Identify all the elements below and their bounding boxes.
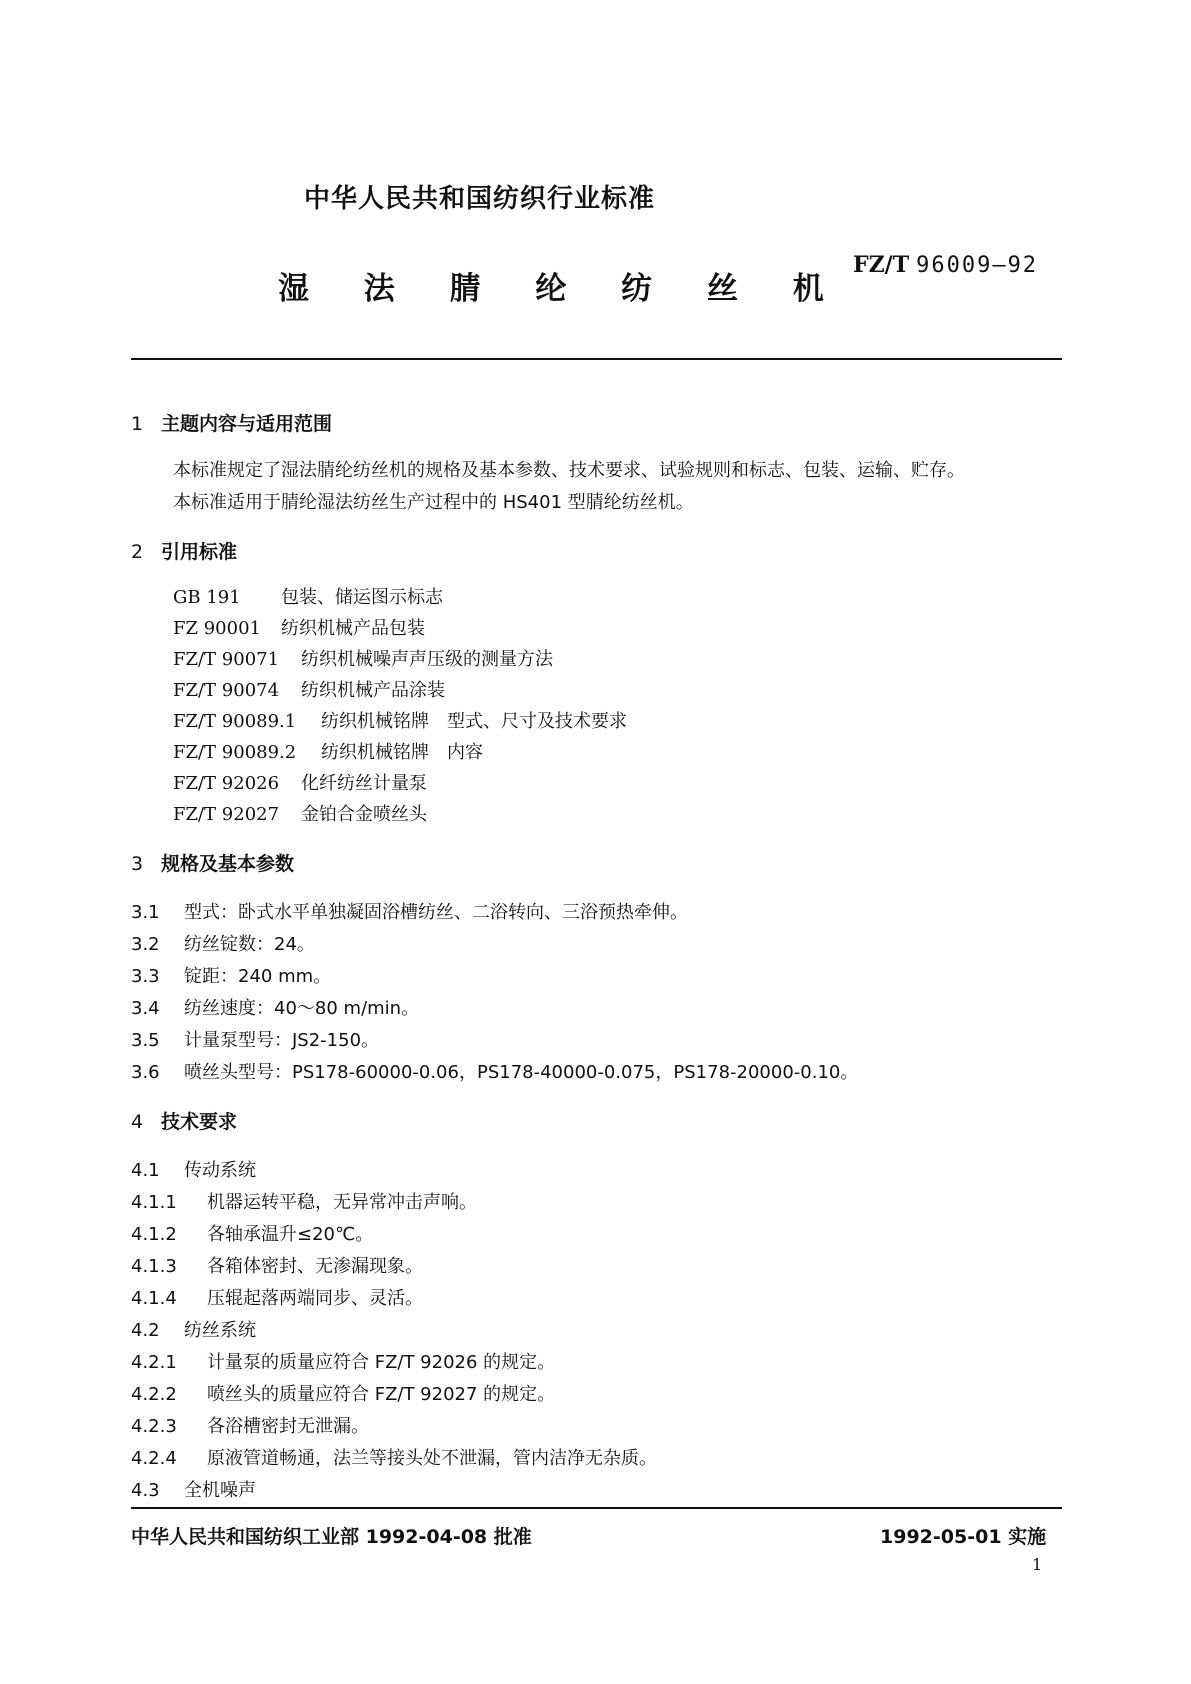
- page-number: 1: [1032, 1555, 1043, 1574]
- clause-text: 计量泵型号：JS2-150。: [184, 1030, 380, 1051]
- clause-text: 计量泵的质量应符合 FZ/T 92026 的规定。: [207, 1352, 556, 1373]
- clause-number: 3.2: [131, 934, 160, 955]
- clause-item: [131, 1220, 373, 1246]
- standard-code-number: 96009—92: [916, 253, 1039, 278]
- clause-item: [131, 1348, 555, 1374]
- section-2-heading: [131, 537, 237, 564]
- section-title: 主题内容与适用范围: [161, 413, 333, 435]
- clause-item: [131, 1188, 477, 1214]
- section-number: 2: [131, 541, 144, 563]
- clause-text: 原液管道畅通，法兰等接头处不泄漏，管内洁净无杂质。: [207, 1448, 657, 1469]
- reference-code: FZ/T 90074: [173, 680, 280, 701]
- clause-number: 4.1.3: [131, 1256, 177, 1277]
- clause-text: 压辊起落两端同步、灵活。: [207, 1288, 423, 1309]
- clause-number: 3.4: [131, 998, 160, 1019]
- clause-item: [131, 1444, 657, 1470]
- clause-text: 纺丝锭数：24。: [184, 934, 315, 955]
- clause-number: 4.1: [131, 1160, 160, 1181]
- clause-item: [131, 898, 688, 924]
- clause-item: [131, 1476, 256, 1502]
- section-title: 技术要求: [161, 1111, 238, 1133]
- clause-number: 3.6: [131, 1062, 160, 1083]
- clause-item: [131, 962, 331, 988]
- section-number: 4: [131, 1111, 144, 1133]
- clause-number: 4.2.4: [131, 1448, 177, 1469]
- clause-item: [131, 1156, 256, 1182]
- clause-text: 型式：卧式水平单独凝固浴槽纺丝、二浴转向、三浴预热牵伸。: [184, 902, 688, 923]
- clause-number: 4.2.3: [131, 1416, 177, 1437]
- clause-text: 机器运转平稳，无异常冲击声响。: [207, 1192, 477, 1213]
- reference-title: 金铂合金喷丝头: [301, 804, 427, 825]
- clause-number: 4.1.4: [131, 1288, 177, 1309]
- reference-item: [173, 707, 627, 733]
- clause-text: 全机噪声: [184, 1480, 256, 1501]
- clause-number: 3.3: [131, 966, 160, 987]
- reference-code: FZ/T 90089.2: [173, 742, 297, 763]
- section-number: 1: [131, 413, 144, 435]
- reference-item: [173, 769, 427, 795]
- clause-number: 4.3: [131, 1480, 160, 1501]
- clause-text: 喷丝头的质量应符合 FZ/T 92027 的规定。: [207, 1384, 556, 1405]
- reference-item: [173, 583, 443, 609]
- clause-item: [131, 1026, 379, 1052]
- clause-item: [131, 1252, 423, 1278]
- clause-number: 3.5: [131, 1030, 160, 1051]
- section-1-heading: [131, 409, 332, 436]
- clause-number: 4.2: [131, 1320, 160, 1341]
- clause-item: [131, 1284, 423, 1310]
- clause-number: 4.1.2: [131, 1224, 177, 1245]
- reference-title: 纺织机械产品涂装: [301, 680, 445, 701]
- clause-number: 4.2.2: [131, 1384, 177, 1405]
- clause-text: 喷丝头型号：PS178-60000-0.06，PS178-40000-0.075，PS178-20000-0.10。: [184, 1062, 859, 1083]
- clause-text: 锭距：240 mm。: [184, 966, 332, 987]
- paragraph: 本标准规定了湿法腈纶纺丝机的规格及基本参数、技术要求、试验规则和标志、包装、运输、贮存。: [173, 460, 965, 481]
- clause-number: 4.2.1: [131, 1352, 177, 1373]
- clause-text: 传动系统: [184, 1160, 256, 1181]
- reference-code: FZ/T 90089.1: [173, 711, 297, 732]
- clause-number: 3.1: [131, 902, 160, 923]
- clause-number: 4.1.1: [131, 1192, 177, 1213]
- reference-code: FZ 90001: [173, 618, 261, 639]
- clause-text: 各浴槽密封无泄漏。: [207, 1416, 369, 1437]
- reference-title: 纺织机械铭牌 内容: [321, 742, 483, 763]
- approval-note: 中华人民共和国纺织工业部 1992-04-08 批准: [131, 1526, 532, 1548]
- org-title: 中华人民共和国纺织行业标准: [304, 184, 656, 214]
- reference-item: [173, 645, 553, 671]
- reference-item: [173, 738, 483, 764]
- clause-item: [131, 1058, 858, 1084]
- reference-code: FZ/T 92027: [173, 804, 280, 825]
- section-4-heading: [131, 1107, 237, 1134]
- reference-item: [173, 676, 445, 702]
- reference-title: 包装、储运图示标志: [281, 587, 443, 608]
- clause-text: 各箱体密封、无渗漏现象。: [207, 1256, 423, 1277]
- paragraph: 本标准适用于腈纶湿法纺丝生产过程中的 HS401 型腈纶纺丝机。: [173, 492, 694, 513]
- reference-item: [173, 614, 425, 640]
- clause-item: [131, 1412, 369, 1438]
- section-title: 规格及基本参数: [161, 853, 295, 875]
- reference-title: 化纤纺丝计量泵: [301, 773, 427, 794]
- document-title: 湿 法 腈 纶 纺 丝 机: [278, 271, 846, 307]
- clause-item: [131, 930, 315, 956]
- reference-code: FZ/T 90071: [173, 649, 280, 670]
- clause-item: [131, 1316, 256, 1342]
- reference-item: [173, 800, 427, 826]
- reference-title: 纺织机械铭牌 型式、尺寸及技术要求: [321, 711, 627, 732]
- clause-text: 各轴承温升≤20℃。: [207, 1224, 374, 1245]
- clause-item: [131, 994, 419, 1020]
- reference-title: 纺织机械产品包装: [281, 618, 425, 639]
- reference-code: GB 191: [173, 587, 241, 608]
- reference-code: FZ/T 92026: [173, 773, 280, 794]
- clause-item: [131, 1380, 555, 1406]
- section-number: 3: [131, 853, 144, 875]
- standard-code: [853, 252, 1038, 278]
- header-rule: [131, 358, 1062, 360]
- standard-code-prefix: FZ/T: [853, 252, 910, 278]
- section-title: 引用标准: [161, 541, 238, 563]
- clause-text: 纺丝速度：40～80 m/min。: [184, 998, 420, 1019]
- effective-date: 1992-05-01 实施: [880, 1526, 1047, 1548]
- section-3-heading: [131, 849, 294, 876]
- clause-text: 纺丝系统: [184, 1320, 256, 1341]
- footer-rule: [131, 1507, 1062, 1509]
- reference-title: 纺织机械噪声声压级的测量方法: [301, 649, 553, 670]
